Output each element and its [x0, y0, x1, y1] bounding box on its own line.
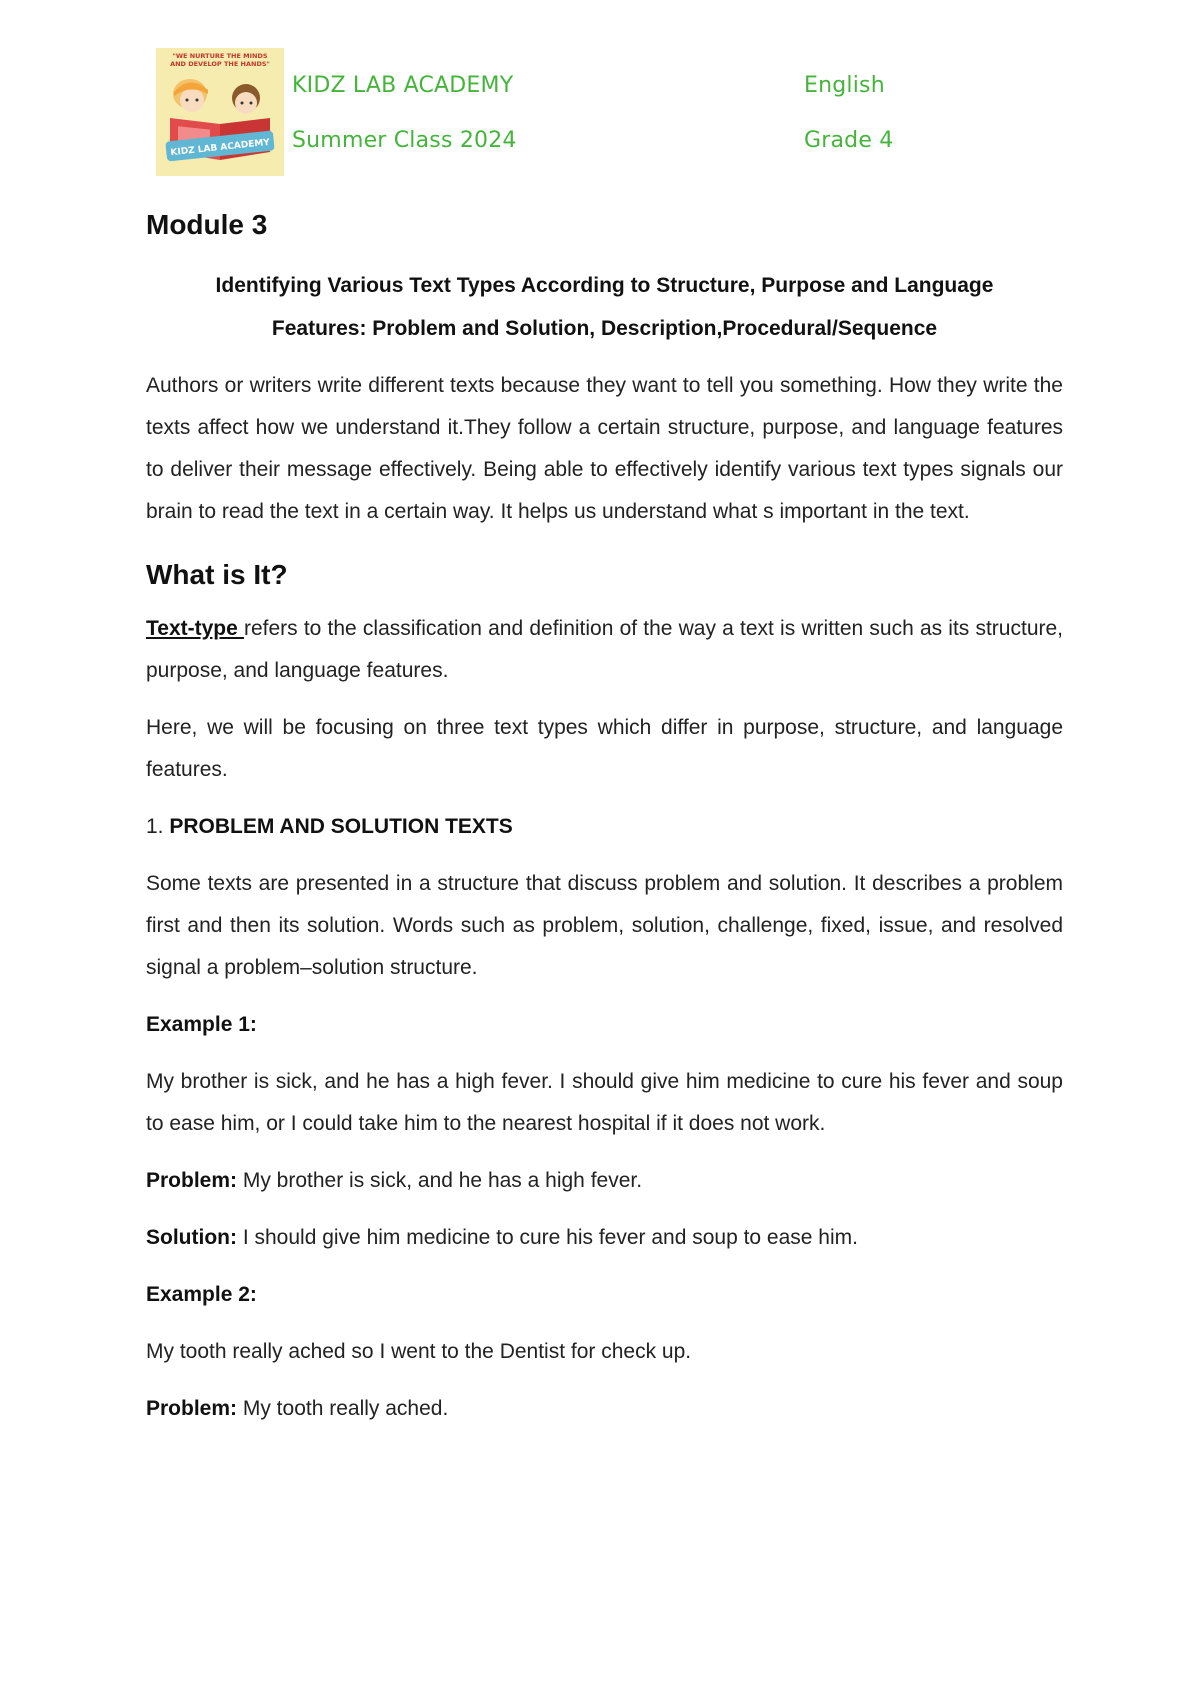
svg-text:AND DEVELOP THE HANDS": AND DEVELOP THE HANDS" [170, 60, 270, 68]
solution-label: Solution: [146, 1226, 237, 1249]
section1-description: Some texts are presented in a structure that discuss problem and solution. It describes a problem first and then its solution. Words such as problem, solution, challenge, fixed, issue, and resolved signal a problem–solution structure. [146, 872, 1063, 979]
example2-problem [146, 1388, 1063, 1430]
problem-label-2: Problem: [146, 1397, 238, 1420]
svg-text:KIDZ LAB ACADEMY: KIDZ LAB ACADEMY [170, 137, 271, 159]
svg-text:"WE NURTURE THE MINDS: "WE NURTURE THE MINDS [172, 52, 268, 60]
problem-label: Problem: [146, 1169, 238, 1192]
example1-text: My brother is sick, and he has a high fever. I should give him medicine to cure his fever and soup to ease him, or I could take him to the nearest hospital if it does not work. [146, 1070, 1063, 1135]
section1-heading [146, 806, 1063, 848]
example1-label: Example 1: [146, 1013, 257, 1036]
definition-paragraph [146, 608, 1063, 692]
module-heading: Module 3 [146, 209, 268, 240]
definition-text: refers to the classification and definition of the way a text is written such as its structure, purpose, and language features. [146, 617, 1063, 682]
grade-label: Grade 4 [804, 128, 894, 153]
example1-solution [146, 1217, 1063, 1259]
example2-text: My tooth really ached so I went to the Dentist for check up. [146, 1340, 692, 1363]
section1-number: 1. [146, 815, 170, 838]
what-is-it-heading: What is It? [146, 559, 288, 590]
focus-paragraph: Here, we will be focusing on three text types which differ in purpose, structure, and language features. [146, 716, 1063, 781]
example1-problem-text: My brother is sick, and he has a high fever. [237, 1169, 643, 1192]
lesson-title-line2: Features: Problem and Solution, Description,Procedural/Sequence [271, 317, 938, 340]
example2-label: Example 2: [146, 1283, 257, 1306]
example2-problem-text: My tooth really ached. [237, 1397, 449, 1420]
lesson-title-line1: Identifying Various Text Types According to Structure, Purpose and Language [215, 274, 994, 297]
definition-term: Text-type [146, 617, 244, 640]
document-body [146, 205, 1063, 1430]
intro-paragraph: Authors or writers write different texts because they want to tell you something. How they write the texts affect how we understand it.They follow a certain structure, purpose, and language features to deliver their message effectively. Being able to effectively identify various text types signals our brain to read the text in a certain way. It helps us understand what s important in the text. [146, 374, 1063, 523]
school-name: KIDZ LAB ACADEMY [292, 73, 514, 98]
school-logo [156, 48, 284, 176]
lesson-title [146, 264, 1063, 350]
section1-title: PROBLEM AND SOLUTION TEXTS [169, 815, 513, 838]
subject-label: English [804, 73, 885, 98]
term-label: Summer Class 2024 [292, 128, 517, 153]
example1-problem [146, 1160, 1063, 1202]
example1-solution-text: I should give him medicine to cure his fever and soup to ease him. [236, 1226, 858, 1249]
